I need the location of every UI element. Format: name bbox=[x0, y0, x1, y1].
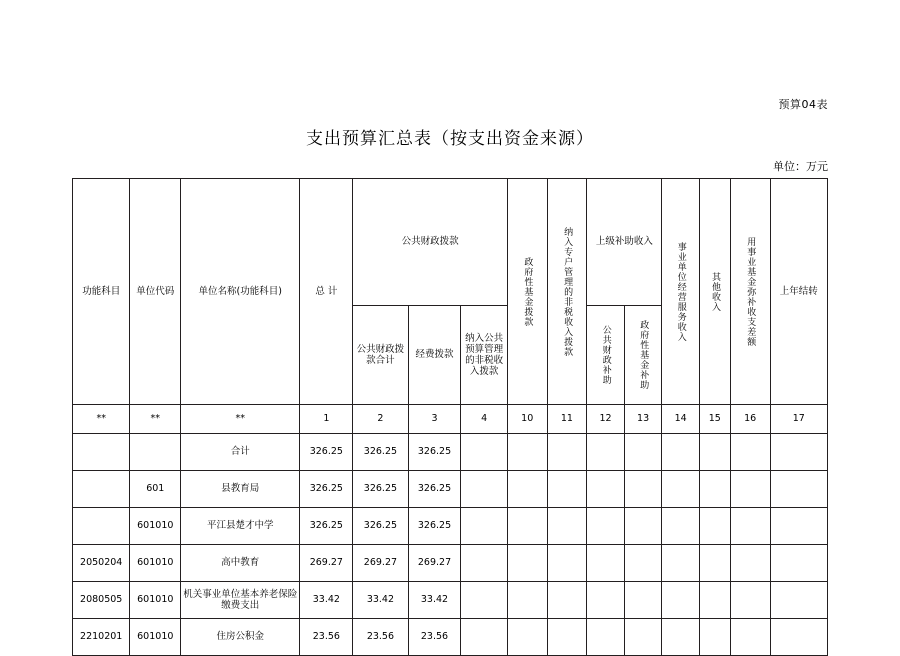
cell-public-finance-total: 326.25 bbox=[353, 434, 408, 471]
cell-unit-name: 县教育局 bbox=[181, 471, 300, 508]
header-gov-fund: 政府性基金拨款 bbox=[507, 179, 547, 405]
cell-business-operating-income bbox=[662, 434, 700, 471]
subheader-public-finance-total: 公共财政拨款合计 bbox=[353, 306, 408, 405]
unit-note-label: 单位：万元 bbox=[773, 160, 828, 173]
cell-other-income bbox=[699, 434, 730, 471]
subheader-fee-allocation: 经费拨款 bbox=[408, 306, 461, 405]
cell-unit-code bbox=[130, 434, 181, 471]
cell-use-fund-balance bbox=[730, 619, 770, 656]
cell-superior-gov-fund-subsidy bbox=[624, 434, 662, 471]
colnum-cell: 14 bbox=[662, 405, 700, 434]
header-use-fund-balance: 用事业基金弥补收支差额 bbox=[730, 179, 770, 405]
cell-unit-code: 601010 bbox=[130, 508, 181, 545]
cell-superior-gov-fund-subsidy bbox=[624, 545, 662, 582]
cell-superior-public-finance-subsidy bbox=[587, 434, 625, 471]
cell-superior-public-finance-subsidy bbox=[587, 619, 625, 656]
header-other-income: 其他收入 bbox=[699, 179, 730, 405]
header-prior-year-carryover: 上年结转 bbox=[770, 179, 828, 405]
cell-gov-fund bbox=[507, 582, 547, 619]
form-code-label: 预算04表 bbox=[778, 98, 828, 111]
cell-special-account-non-tax bbox=[547, 619, 587, 656]
cell-gov-fund bbox=[507, 619, 547, 656]
table-header-row bbox=[73, 179, 828, 306]
cell-superior-public-finance-subsidy bbox=[587, 471, 625, 508]
cell-special-account-non-tax bbox=[547, 508, 587, 545]
cell-fee-allocation: 326.25 bbox=[408, 471, 461, 508]
colnum-cell: 4 bbox=[461, 405, 507, 434]
cell-fee-allocation: 326.25 bbox=[408, 434, 461, 471]
cell-special-account-non-tax bbox=[547, 545, 587, 582]
cell-total: 33.42 bbox=[300, 582, 353, 619]
cell-public-finance-total: 326.25 bbox=[353, 471, 408, 508]
cell-prior-year-carryover bbox=[770, 545, 828, 582]
cell-function-code bbox=[73, 434, 130, 471]
cell-other-income bbox=[699, 619, 730, 656]
header-unit-code: 单位代码 bbox=[130, 179, 181, 405]
cell-non-tax-included bbox=[461, 619, 507, 656]
colnum-cell: 16 bbox=[730, 405, 770, 434]
cell-unit-code: 601 bbox=[130, 471, 181, 508]
cell-gov-fund bbox=[507, 434, 547, 471]
cell-use-fund-balance bbox=[730, 508, 770, 545]
cell-prior-year-carryover bbox=[770, 508, 828, 545]
cell-public-finance-total: 33.42 bbox=[353, 582, 408, 619]
cell-unit-name: 合计 bbox=[181, 434, 300, 471]
cell-special-account-non-tax bbox=[547, 434, 587, 471]
header-function-code: 功能科目 bbox=[73, 179, 130, 405]
colnum-cell: 13 bbox=[624, 405, 662, 434]
colnum-cell: 15 bbox=[699, 405, 730, 434]
cell-special-account-non-tax bbox=[547, 471, 587, 508]
colnum-cell: 12 bbox=[587, 405, 625, 434]
cell-superior-public-finance-subsidy bbox=[587, 545, 625, 582]
cell-unit-name: 住房公积金 bbox=[181, 619, 300, 656]
cell-function-code bbox=[73, 508, 130, 545]
cell-special-account-non-tax bbox=[547, 582, 587, 619]
cell-non-tax-included bbox=[461, 508, 507, 545]
table-row bbox=[73, 508, 828, 545]
cell-business-operating-income bbox=[662, 545, 700, 582]
colnum-cell: 10 bbox=[507, 405, 547, 434]
table-row bbox=[73, 434, 828, 471]
cell-use-fund-balance bbox=[730, 471, 770, 508]
cell-total: 269.27 bbox=[300, 545, 353, 582]
cell-other-income bbox=[699, 545, 730, 582]
cell-public-finance-total: 269.27 bbox=[353, 545, 408, 582]
cell-non-tax-included bbox=[461, 434, 507, 471]
header-special-account-non-tax: 纳入专户管理的非税收入拨款 bbox=[547, 179, 587, 405]
cell-business-operating-income bbox=[662, 508, 700, 545]
cell-other-income bbox=[699, 471, 730, 508]
subheader-superior-public-finance-subsidy: 公共财政补助 bbox=[587, 306, 625, 405]
cell-fee-allocation: 33.42 bbox=[408, 582, 461, 619]
column-number-row bbox=[73, 405, 828, 434]
cell-total: 23.56 bbox=[300, 619, 353, 656]
colnum-cell: ** bbox=[73, 405, 130, 434]
cell-public-finance-total: 23.56 bbox=[353, 619, 408, 656]
cell-function-code bbox=[73, 471, 130, 508]
cell-superior-public-finance-subsidy bbox=[587, 582, 625, 619]
cell-total: 326.25 bbox=[300, 434, 353, 471]
colnum-cell: 1 bbox=[300, 405, 353, 434]
cell-superior-gov-fund-subsidy bbox=[624, 508, 662, 545]
cell-unit-name: 平江县楚才中学 bbox=[181, 508, 300, 545]
cell-use-fund-balance bbox=[730, 582, 770, 619]
table-row bbox=[73, 545, 828, 582]
cell-unit-code: 601010 bbox=[130, 619, 181, 656]
colnum-cell: 3 bbox=[408, 405, 461, 434]
cell-superior-public-finance-subsidy bbox=[587, 508, 625, 545]
cell-use-fund-balance bbox=[730, 434, 770, 471]
table-row bbox=[73, 582, 828, 619]
colnum-cell: ** bbox=[130, 405, 181, 434]
cell-gov-fund bbox=[507, 471, 547, 508]
budget-table bbox=[72, 178, 828, 656]
cell-fee-allocation: 23.56 bbox=[408, 619, 461, 656]
table-row bbox=[73, 471, 828, 508]
cell-fee-allocation: 326.25 bbox=[408, 508, 461, 545]
header-total: 总 计 bbox=[300, 179, 353, 405]
cell-prior-year-carryover bbox=[770, 582, 828, 619]
cell-total: 326.25 bbox=[300, 471, 353, 508]
colnum-cell: 2 bbox=[353, 405, 408, 434]
colnum-cell: ** bbox=[181, 405, 300, 434]
cell-superior-gov-fund-subsidy bbox=[624, 619, 662, 656]
cell-gov-fund bbox=[507, 545, 547, 582]
header-superior-subsidy-group: 上级补助收入 bbox=[587, 179, 662, 306]
cell-fee-allocation: 269.27 bbox=[408, 545, 461, 582]
header-public-finance-group: 公共财政拨款 bbox=[353, 179, 508, 306]
cell-business-operating-income bbox=[662, 619, 700, 656]
cell-unit-code: 601010 bbox=[130, 582, 181, 619]
cell-superior-gov-fund-subsidy bbox=[624, 582, 662, 619]
cell-function-code: 2050204 bbox=[73, 545, 130, 582]
table-row bbox=[73, 619, 828, 656]
subheader-non-tax-included: 纳入公共预算管理的非税收入拨款 bbox=[461, 306, 507, 405]
cell-business-operating-income bbox=[662, 582, 700, 619]
cell-prior-year-carryover bbox=[770, 471, 828, 508]
cell-function-code: 2210201 bbox=[73, 619, 130, 656]
colnum-cell: 17 bbox=[770, 405, 828, 434]
cell-gov-fund bbox=[507, 508, 547, 545]
cell-prior-year-carryover bbox=[770, 619, 828, 656]
cell-other-income bbox=[699, 508, 730, 545]
cell-use-fund-balance bbox=[730, 545, 770, 582]
cell-unit-name: 机关事业单位基本养老保险缴费支出 bbox=[181, 582, 300, 619]
cell-unit-name: 高中教育 bbox=[181, 545, 300, 582]
cell-total: 326.25 bbox=[300, 508, 353, 545]
subheader-superior-gov-fund-subsidy: 政府性基金补助 bbox=[624, 306, 662, 405]
header-business-operating-income: 事业单位经营服务收入 bbox=[662, 179, 700, 405]
cell-superior-gov-fund-subsidy bbox=[624, 471, 662, 508]
cell-non-tax-included bbox=[461, 545, 507, 582]
page-title: 支出预算汇总表（按支出资金来源） bbox=[306, 129, 594, 149]
cell-prior-year-carryover bbox=[770, 434, 828, 471]
header-unit-name: 单位名称(功能科目) bbox=[181, 179, 300, 405]
cell-non-tax-included bbox=[461, 582, 507, 619]
cell-other-income bbox=[699, 582, 730, 619]
cell-unit-code: 601010 bbox=[130, 545, 181, 582]
cell-function-code: 2080505 bbox=[73, 582, 130, 619]
cell-public-finance-total: 326.25 bbox=[353, 508, 408, 545]
cell-business-operating-income bbox=[662, 471, 700, 508]
colnum-cell: 11 bbox=[547, 405, 587, 434]
cell-non-tax-included bbox=[461, 471, 507, 508]
